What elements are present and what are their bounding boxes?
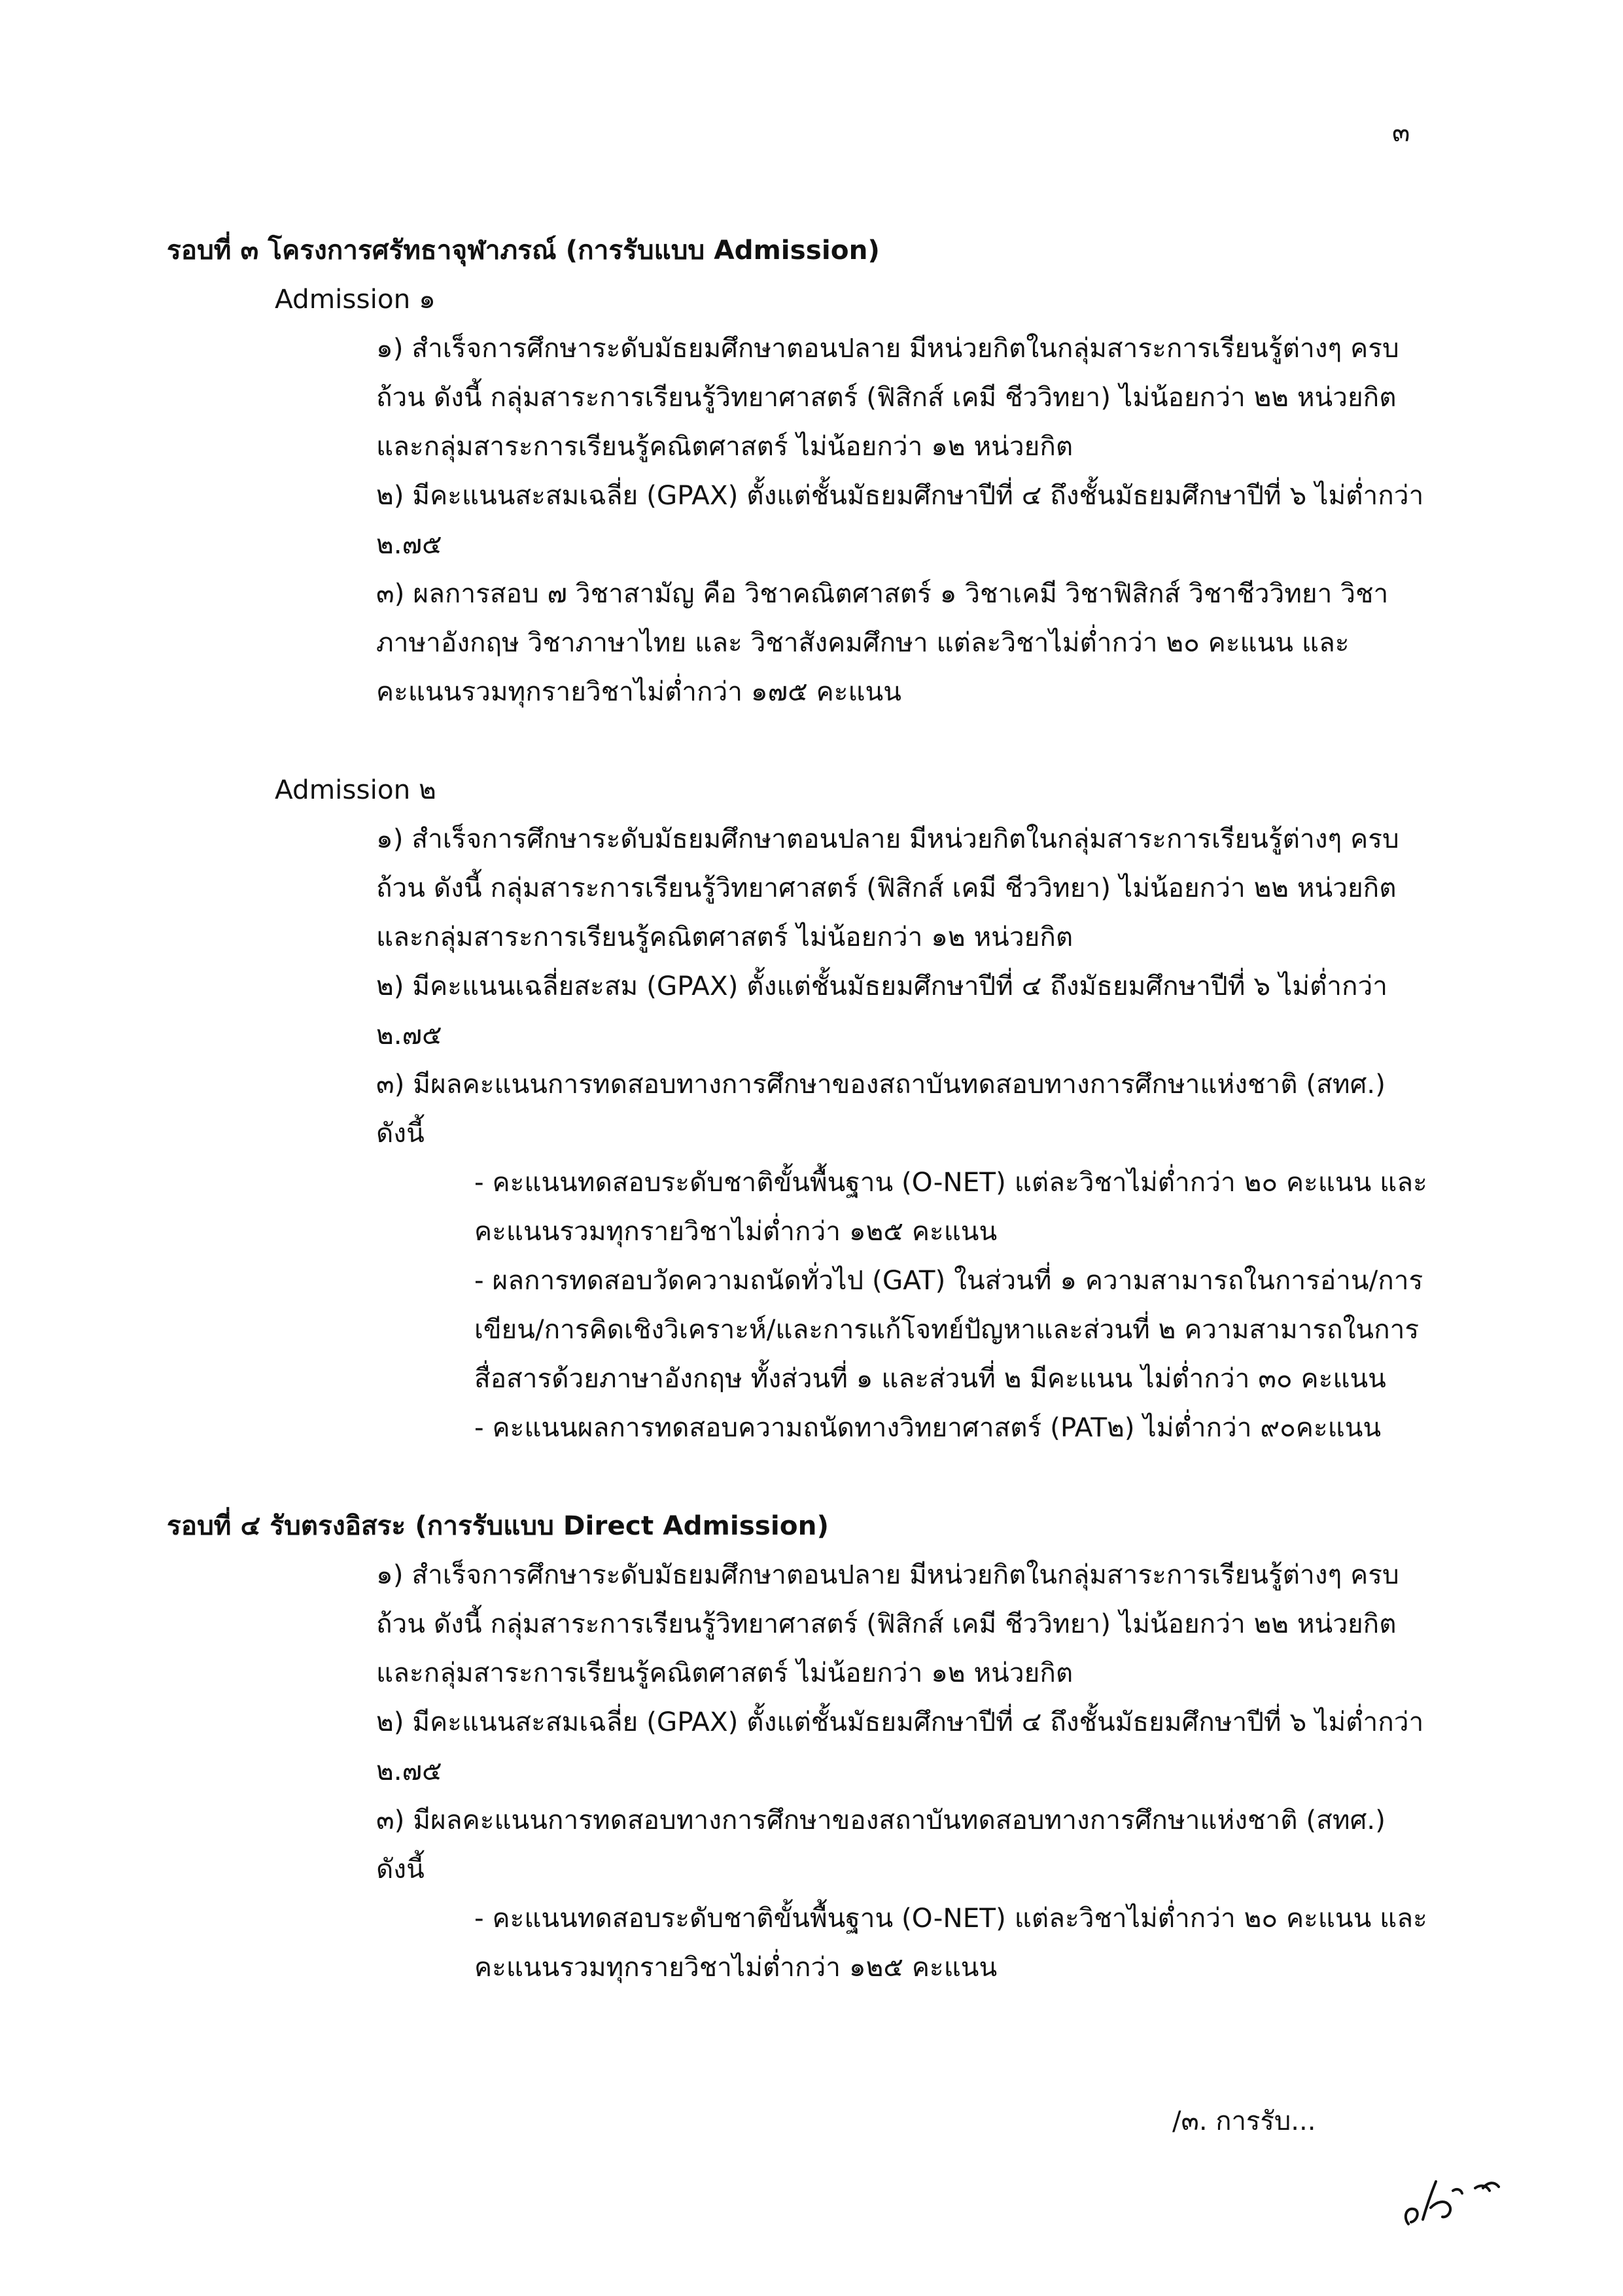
admission2-pat2: - คะแนนผลการทดสอบความถนัดทางวิทยาศาสตร์ (PAT๒) ไม่ต่ำกว่า ๙๐คะแนน xyxy=(474,1412,1382,1443)
round4-item1: ๑) สำเร็จการศึกษาระดับมัธยมศึกษาตอนปลาย มีหน่วยกิตในกลุ่มสาระการเรียนรู้ต่างๆ ครบถ้วน ดังนี้ กลุ่มสาระการเรียนรู้วิทยาศาสตร์ (ฟิสิกส์ เคมี ชีววิทยา) ไม่น้อยกว่า ๒๒ หน่วยกิต และกลุ่มสาระการเรียนรู้คณิตศาสตร์ ไม่น้อยกว่า ๑๒ หน่วยกิต xyxy=(376,1559,1399,1688)
round4-item2: ๒) มีคะแนนสะสมเฉลี่ย (GPAX) ตั้งแต่ชั้นมัธยมศึกษาปีที่ ๔ ถึงชั้นมัธยมศึกษาปีที่ ๖ ไม่ต่ำกว่า ๒.๗๕ xyxy=(376,1706,1424,1786)
admission1-item3: ๓) ผลการสอบ ๗ วิชาสามัญ คือ วิชาคณิตศาสตร์ ๑ วิชาเคมี วิชาฟิสิกส์ วิชาชีววิทยา วิชาภาษาอังกฤษ วิชาภาษาไทย และ วิชาสังคมศึกษา แต่ละวิชาไม่ต่ำกว่า ๒๐ คะแนน และคะแนนรวมทุกรายวิชาไม่ต่ำกว่า ๑๗๕ คะแนน xyxy=(376,578,1389,707)
handwritten-signature xyxy=(1397,2162,1527,2234)
round4-onet: - คะแนนทดสอบระดับชาติขั้นพื้นฐาน (O-NET) แต่ละวิชาไม่ต่ำกว่า ๒๐ คะแนน และคะแนนรวมทุกรายวิชาไม่ต่ำกว่า ๑๒๕ คะแนน xyxy=(474,1902,1427,1983)
document-body xyxy=(167,226,1429,1992)
admission2-item2: ๒) มีคะแนนเฉลี่ยสะสม (GPAX) ตั้งแต่ชั้นมัธยมศึกษาปีที่ ๔ ถึงมัธยมศึกษาปีที่ ๖ ไม่ต่ำกว่า ๒.๗๕ xyxy=(376,970,1388,1051)
admission2-gat: - ผลการทดสอบวัดความถนัดทั่วไป (GAT) ในส่วนที่ ๑ ความสามารถในการอ่าน/การเขียน/การคิดเชิงวิเคราะห์/และการแก้โจทย์ปัญหาและส่วนที่ ๒ ความสามารถในการสื่อสารด้วยภาษาอังกฤษ ทั้งส่วนที่ ๑ และส่วนที่ ๒ มีคะแนน ไม่ต่ำกว่า ๓๐ คะแนน xyxy=(474,1264,1423,1394)
admission2-item3: ๓) มีผลคะแนนการทดสอบทางการศึกษาของสถาบันทดสอบทางการศึกษาแห่งชาติ (สทศ.) ดังนี้ xyxy=(376,1068,1386,1149)
admission1-item1: ๑) สำเร็จการศึกษาระดับมัธยมศึกษาตอนปลาย มีหน่วยกิตในกลุ่มสาระการเรียนรู้ต่างๆ ครบถ้วน ดังนี้ กลุ่มสาระการเรียนรู้วิทยาศาสตร์ (ฟิสิกส์ เคมี ชีววิทยา) ไม่น้อยกว่า ๒๒ หน่วยกิต และกลุ่มสาระการเรียนรู้คณิตศาสตร์ ไม่น้อยกว่า ๑๒ หน่วยกิต xyxy=(376,332,1399,462)
admission2-onet: - คะแนนทดสอบระดับชาติขั้นพื้นฐาน (O-NET) แต่ละวิชาไม่ต่ำกว่า ๒๐ คะแนน และคะแนนรวมทุกรายวิชาไม่ต่ำกว่า ๑๒๕ คะแนน xyxy=(474,1166,1427,1247)
admission1-title: Admission ๑ xyxy=(275,283,436,315)
admission1-item2: ๒) มีคะแนนสะสมเฉลี่ย (GPAX) ตั้งแต่ชั้นมัธยมศึกษาปีที่ ๔ ถึงชั้นมัธยมศึกษาปีที่ ๖ ไม่ต่ำกว่า ๒.๗๕ xyxy=(376,479,1424,560)
round4-item3: ๓) มีผลคะแนนการทดสอบทางการศึกษาของสถาบันทดสอบทางการศึกษาแห่งชาติ (สทศ.) ดังนี้ xyxy=(376,1804,1386,1885)
admission2-item1: ๑) สำเร็จการศึกษาระดับมัธยมศึกษาตอนปลาย มีหน่วยกิตในกลุ่มสาระการเรียนรู้ต่างๆ ครบถ้วน ดังนี้ กลุ่มสาระการเรียนรู้วิทยาศาสตร์ (ฟิสิกส์ เคมี ชีววิทยา) ไม่น้อยกว่า ๒๒ หน่วยกิต และกลุ่มสาระการเรียนรู้คณิตศาสตร์ ไม่น้อยกว่า ๑๒ หน่วยกิต xyxy=(376,823,1399,952)
round3-heading: รอบที่ ๓ โครงการศรัทธาจุฬาภรณ์ (การรับแบบ Admission) xyxy=(167,234,880,266)
page-number: ๓ xyxy=(1392,118,1410,148)
continuation-note: /๓. การรับ... xyxy=(1172,2106,1316,2136)
admission2-title: Admission ๒ xyxy=(275,774,436,805)
round4-heading: รอบที่ ๔ รับตรงอิสระ (การรับแบบ Direct Admission) xyxy=(167,1510,829,1541)
